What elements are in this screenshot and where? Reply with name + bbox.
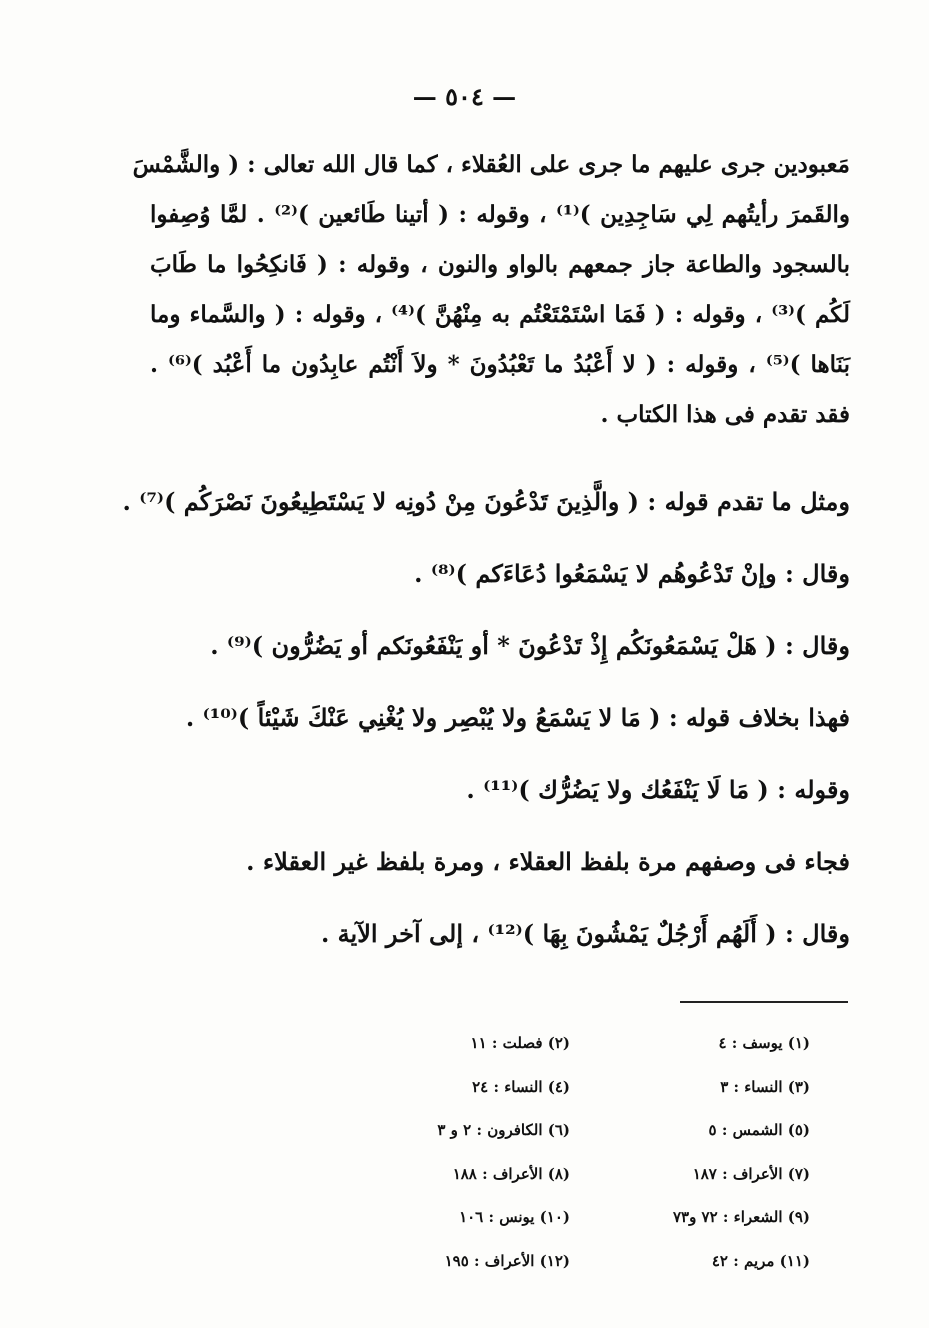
text-line: وقوله : ( مَا لَا يَنْفَعُك ولا يَضُرُّك )⁽¹¹⁾ . bbox=[466, 775, 850, 804]
text-line: فهذا بخلاف قوله : ( مَا لا يَسْمَعُ ولا يُبْصِر ولا يُغْنِي عَنْكَ شَيْئاً )⁽¹⁰⁾ . bbox=[185, 703, 850, 732]
footnote: (٨) الأعراف : ١٨٨ bbox=[452, 1164, 570, 1183]
paragraph-line: والقَمرَ رأيتُهم لِي سَاجِدِين )⁽¹⁾ ، وقوله : ( أتينا طَائعين )⁽²⁾ . لمَّا وُصِفوا bbox=[150, 201, 850, 228]
footnote-row bbox=[330, 1072, 810, 1116]
footnote-row bbox=[330, 1159, 810, 1203]
paragraph-line: مَعبودين جرى عليهم ما جرى على العُقلاء ، كما قال الله تعالى : ( والشَّمْسَ bbox=[132, 151, 850, 178]
footnote: (٣) النساء : ٣ bbox=[720, 1077, 810, 1096]
footnotes bbox=[330, 1028, 810, 1289]
footnote-row bbox=[330, 1115, 810, 1159]
footnote: (١١) مريم : ٤٢ bbox=[711, 1251, 810, 1270]
footnote: (١٢) الأعراف : ١٩٥ bbox=[444, 1251, 570, 1270]
footnote-row bbox=[330, 1028, 810, 1072]
footnote: (٥) الشمس : ٥ bbox=[708, 1121, 810, 1139]
text-line: فجاء فى وصفهم مرة بلفظ العقلاء ، ومرة بلفظ غير العقلاء . bbox=[246, 847, 850, 876]
text-line: وقال : ( أَلَهُم أَرْجُلٌ يَمْشُونَ بِهَا )⁽¹²⁾ ، إلى آخر الآية . bbox=[320, 919, 850, 948]
footnote-row bbox=[330, 1246, 810, 1290]
footnote: (٤) النساء : ٢٤ bbox=[472, 1077, 570, 1096]
footnote-row bbox=[330, 1202, 810, 1246]
footnote: (٩) الشعراء : ٧٢ و٧٣ bbox=[672, 1208, 810, 1226]
footnote: (١) يوسف : ٤ bbox=[718, 1034, 810, 1052]
main-text bbox=[122, 140, 850, 970]
footnote-divider bbox=[680, 1001, 848, 1003]
footnote: (٦) الكافرون : ٢ و ٣ bbox=[437, 1121, 570, 1139]
paragraph-line: فقد تقدم فى هذا الكتاب . bbox=[600, 401, 850, 428]
text-line: وقال : وإنْ تَدْعُوهُم لا يَسْمَعُوا دُعَاءَكم )⁽⁸⁾ . bbox=[414, 559, 850, 588]
paragraph-line: بالسجود والطاعة جاز جمعهم بالواو والنون ، وقوله : ( فَانكِحُوا ما طَابَ bbox=[150, 251, 850, 278]
footnote: (٧) الأعراف : ١٨٧ bbox=[692, 1164, 810, 1183]
footnote: (١٠) يونس : ١٠٦ bbox=[459, 1208, 570, 1226]
paragraph-line: بَنَاها )⁽⁵⁾ ، وقوله : ( لا أَعْبُدُ ما تَعْبُدُونَ * ولاَ أَنْتُم عابِدُون ما أَعْبُد )⁽⁶⁾ . bbox=[150, 351, 850, 378]
footnote: (٢) فصلت : ١١ bbox=[470, 1034, 570, 1052]
page-number: — ٥٠٤ — bbox=[412, 82, 517, 111]
text-line: ومثل ما تقدم قوله : ( والَّذِينَ تَدْعُونَ مِنْ دُونِه لا يَسْتَطِيعُونَ نَصْرَكُم )⁽⁷⁾ . bbox=[122, 487, 850, 516]
paragraph-line: لَكُم )⁽³⁾ ، وقوله : ( فَمَا اسْتَمْتَعْتُم به مِنْهُنَّ )⁽⁴⁾ ، وقوله : ( والسَّماء وما bbox=[150, 301, 850, 328]
text-line: وقال : ( هَلْ يَسْمَعُونَكُم إِذْ تَدْعُونَ * أو يَنْفَعُونَكم أو يَضُرُّون )⁽⁹⁾ . bbox=[210, 631, 850, 660]
